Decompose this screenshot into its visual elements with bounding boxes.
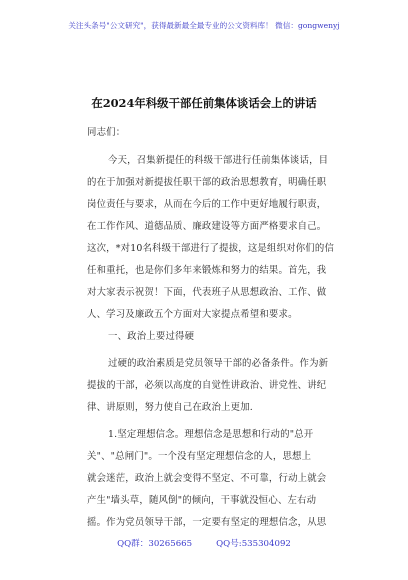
footer-contacts [0, 537, 408, 549]
body-line: 就会迷茫，政治上就会变得不坚定、不可靠，行动上就会 [87, 473, 327, 484]
body-line: 的在于加强对新提拔任职干部的政治思想教育，明确任职 [87, 177, 327, 188]
body-line: 摇。作为党员领导干部，一定要有坚定的理想信念，从思 [87, 517, 327, 528]
body-line: 对大家表示祝贺！下面，代表班子从思想政治、工作、做 [87, 287, 327, 298]
body-line: 律、讲原则，努力使自己在政治上更加. [87, 402, 253, 413]
footer-qq-group: QQ群：30265665 [117, 539, 193, 549]
body-line: 今天，召集新提任的科级干部进行任前集体谈话，目 [108, 155, 329, 166]
body-line: 1.坚定理想信念。理想信念是思想和行动的"总开 [108, 429, 314, 440]
header-note: 关注头条号"公文研究"，获得最新最全最专业的公文资料库！ 微信：gongwenyj [68, 21, 340, 30]
body-line: 人、学习及廉政五个方面对大家提点希望和要求。 [87, 309, 298, 320]
salutation: 同志们： [87, 127, 126, 138]
body-line: 在工作作风、道德品质、廉政建设等方面严格要求自己。 [87, 221, 327, 232]
document-title: 在2024年科级干部任前集体谈话会上的讲话 [91, 96, 317, 110]
section-heading: 一、政治上要过得硬 [108, 331, 195, 342]
body-line: 产生"墙头草，随风倒"的倾向，干事就没恒心、左右动 [87, 495, 317, 506]
body-line: 关"、"总闸门"。一个没有坚定理想信念的人，思想上 [87, 451, 312, 462]
body-line: 岗位责任与要求，从而在今后的工作中更好地履行职责， [87, 199, 327, 210]
body-line: 这次，*对10名科级干部进行了提拔，这是组织对你们的信 [87, 243, 335, 254]
body-line: 任和重托，也是你们多年来锻炼和努力的结果。首先，我 [87, 265, 327, 276]
body-line: 过硬的政治素质是党员领导干部的必备条件。作为新 [108, 358, 329, 369]
body-line: 提拔的干部，必须以高度的自觉性讲政治、讲党性、讲纪 [87, 380, 327, 391]
footer-qq-number: QQ号:535304092 [216, 539, 291, 549]
